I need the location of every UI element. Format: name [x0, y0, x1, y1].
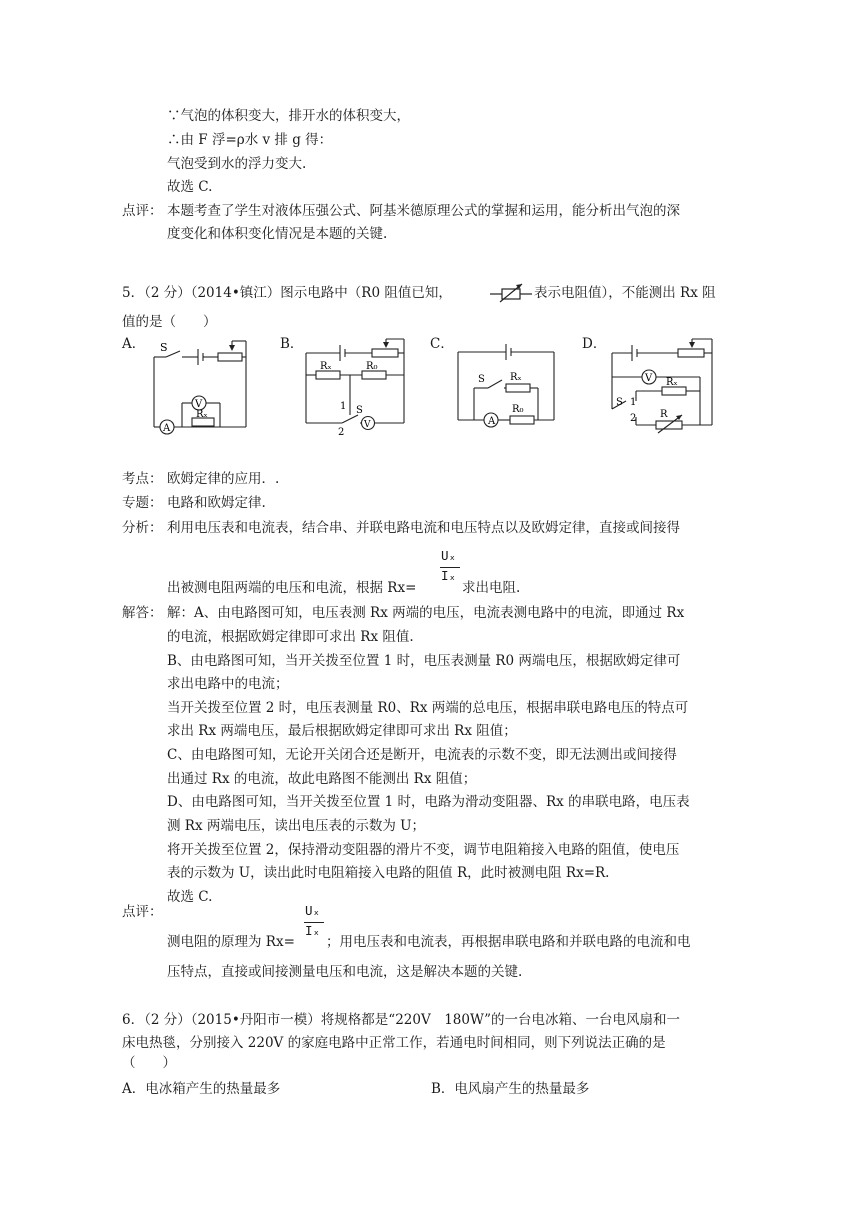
resistor-label: Rₓ — [196, 409, 208, 420]
prev-solution-line: 故选 C. — [167, 179, 213, 195]
resistor-label: Rₓ — [510, 372, 522, 383]
option-label-b: B． — [280, 336, 304, 352]
option-label-c: C． — [430, 336, 454, 352]
circuit-diagram-b — [300, 335, 415, 440]
switch-position-label: 1 — [630, 397, 637, 408]
fenxi-text: 利用电压表和电流表，结合串、并联电路电流和电压特点以及欧姆定律，直接或间接得 — [167, 520, 680, 536]
resistor-label: R₀ — [512, 404, 524, 415]
comment-text: ；用电压表和电流表，再根据串联电路和并联电路的电流和电 — [326, 934, 691, 950]
fenxi-text: 出被测电阻两端的电压和电流，根据 Rx= — [167, 580, 417, 596]
solution-line: 测 Rx 两端电压，读出电压表的示数为 U； — [167, 818, 426, 834]
solution-line: 将开关拨至位置 2，保持滑动变阻器的滑片不变，调节电阻箱接入电路的阻值，使电压 — [167, 842, 680, 858]
switch-label: S — [478, 374, 485, 385]
fraction-denominator: Iₓ — [441, 568, 457, 583]
prev-solution-line: 气泡受到水的浮力变大. — [167, 156, 307, 172]
comment-label: 点评： — [122, 904, 163, 920]
resistor-label: R₀ — [366, 361, 378, 372]
resistor-label: Rₓ — [320, 361, 332, 372]
solution-line: D、由电路图可知，当开关拨至位置 1 时，电路为滑动变阻器、Rx 的串联电路，电压表 — [167, 794, 690, 810]
solution-line: 表的示数为 U，读出此时电阻箱接入电路的阻值 R，此时被测电阻 Rx=R. — [167, 865, 610, 881]
switch-label: S — [160, 341, 168, 354]
solution-line: 的电流，根据欧姆定律即可求出 Rx 阻值. — [167, 629, 414, 645]
resistor-label: R — [660, 409, 668, 420]
ammeter-icon: A — [163, 423, 171, 434]
circuit-diagram-c — [452, 340, 567, 440]
zhuanti-text: 电路和欧姆定律. — [167, 495, 266, 511]
voltmeter-icon: V — [645, 373, 653, 384]
kaodian-label: 考点： — [122, 471, 163, 487]
resistor-label: Rₓ — [666, 377, 678, 388]
rheostat-symbol-icon — [488, 279, 534, 305]
comment-text: 度变化和体积变化情况是本题的关键. — [167, 226, 388, 242]
solution-line: 出通过 Rx 的电流，故此电路图不能测出 Rx 阻值； — [167, 771, 477, 787]
voltmeter-icon: V — [364, 420, 371, 430]
fenxi-text: 求出电阻. — [462, 580, 521, 596]
fraction-denominator: Iₓ — [305, 923, 321, 938]
question-stem: 6．（2 分）（2015•丹阳市一模）将规格都是“220V 180W”的一台电冰箱、一台电风扇和一 — [122, 1012, 681, 1028]
option-label-d: D． — [582, 336, 607, 352]
question-stem: 表示电阻值），不能测出 Rx 阻 — [534, 285, 716, 301]
solution-line: 求出电路中的电流； — [167, 676, 289, 692]
comment-label: 点评： — [122, 203, 163, 219]
kaodian-text: 欧姆定律的应用．. — [167, 471, 280, 487]
question-stem: 床电热毯，分别接入 220V 的家庭电路中正常工作，若通电时间相同，则下列说法正确的是 — [122, 1035, 666, 1051]
prev-solution-line: ∵气泡的体积变大，排开水的体积变大， — [167, 108, 410, 124]
voltmeter-icon: V — [195, 399, 203, 410]
ammeter-icon: A — [488, 416, 496, 427]
prev-solution-line: ∴由 F 浮=ρ水 v 排 g 得： — [167, 132, 333, 148]
question-stem: 值的是（ ） — [122, 314, 217, 330]
option-label-a: A． — [122, 336, 146, 352]
comment-text: 压特点，直接或间接测量电压和电流，这是解决本题的关键. — [167, 964, 523, 980]
switch-label: S — [616, 397, 623, 408]
switch-label: S — [356, 405, 363, 416]
solution-line: C、由电路图可知，无论开关闭合还是断开，电流表的示数不变，即无法测出或间接得 — [167, 747, 677, 763]
zhuanti-label: 专题： — [122, 495, 163, 511]
fenxi-label: 分析： — [122, 520, 163, 536]
solution-line: 解：A、由电路图可知，电压表测 Rx 两端的电压，电流表测电路中的电流，即通过 Rx — [167, 605, 685, 621]
solution-line: 求出 Rx 两端电压，最后根据欧姆定律即可求出 Rx 阻值； — [167, 723, 517, 739]
switch-position-label: 2 — [630, 413, 637, 424]
question-stem: 5．（2 分）（2014•镇江）图示电路中（R0 阻值已知， — [122, 285, 452, 301]
option-a: A．电冰箱产生的热量最多 — [122, 1081, 281, 1097]
fraction-numerator: Uₓ — [305, 903, 321, 918]
comment-text: 测电阻的原理为 Rx= — [167, 934, 295, 950]
question-stem: （ ） — [122, 1055, 176, 1071]
switch-position-label: 2 — [338, 427, 345, 438]
solution-line: 当开关拨至位置 2 时，电压表测量 R0、Rx 两端的总电压，根据串联电路电压的特点可 — [167, 700, 689, 716]
circuit-diagram-a — [140, 335, 260, 440]
circuit-diagram-d — [606, 335, 721, 440]
switch-position-label: 1 — [340, 401, 347, 412]
option-b: B．电风扇产生的热量最多 — [431, 1081, 590, 1097]
solution-line: B、由电路图可知，当开关拨至位置 1 时，电压表测量 R0 两端电压，根据欧姆定律可 — [167, 653, 681, 669]
solution-line: 故选 C. — [167, 889, 213, 905]
fraction-numerator: Uₓ — [441, 548, 457, 563]
comment-text: 本题考查了学生对液体压强公式、阿基米德原理公式的掌握和运用，能分析出气泡的深 — [167, 203, 680, 219]
solution-label: 解答： — [122, 605, 163, 621]
